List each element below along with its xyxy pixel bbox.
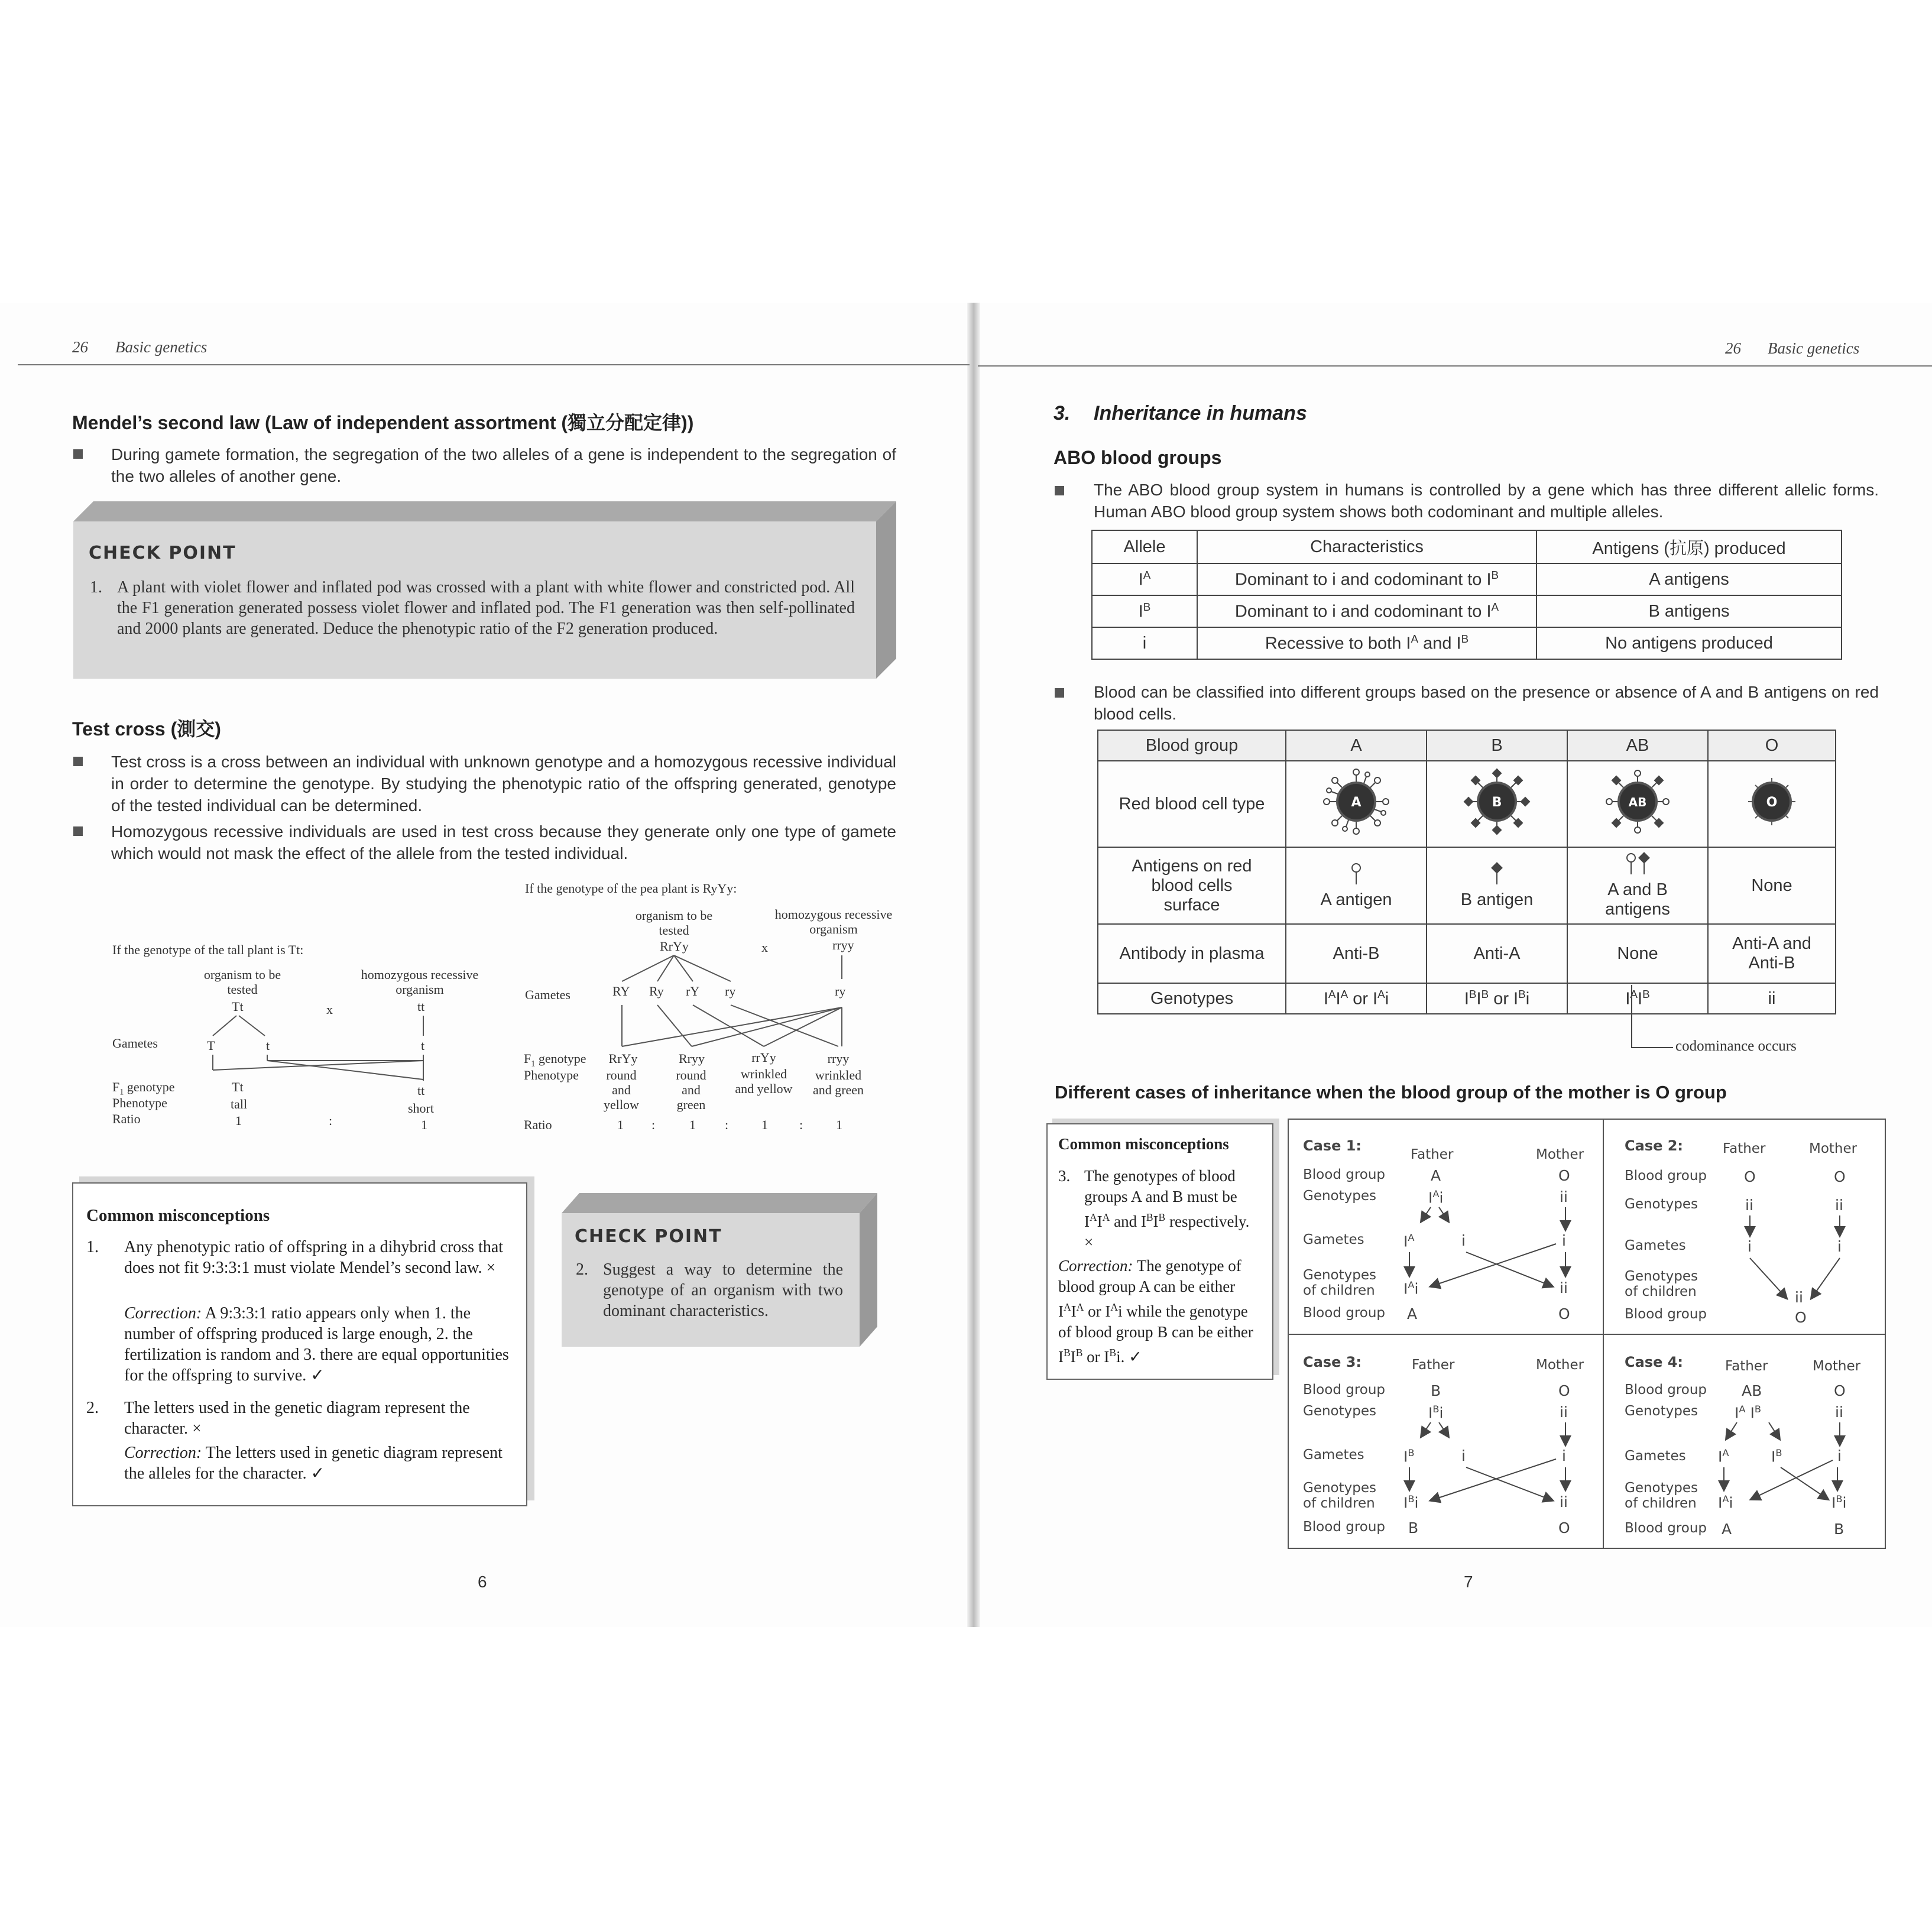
- case3-father-geno: $I^Bi$: [1428, 1403, 1444, 1422]
- cell-label: A: [1351, 795, 1362, 810]
- checkpoint-1-text: A plant with violet flower and inflated pod was crossed with a plant with white flower and constricted pod. All the F1 generation generated possess violet flower and inflated pod. The F1 generation was then self-pollinated and 2000 plants are generated. Deduce the phenotypic ratio of the F2 generation produced.: [117, 578, 855, 638]
- running-head-number: 26: [1725, 339, 1741, 357]
- father-label: Father: [1723, 1141, 1766, 1156]
- cell-label: O: [1766, 795, 1778, 810]
- label-genotypes: Genotypes: [1625, 1403, 1698, 1419]
- case1-mother-bg: O: [1558, 1167, 1570, 1184]
- label-blood-group: Blood group: [1303, 1382, 1386, 1398]
- misconception-3-correction: Correction: The genotype of blood group A can be either $I^AI^A$ or $I^Ai$ while the genotype of blood group B can be either $I^BI^B$ or $I^Bi$. ✓: [1058, 1257, 1253, 1366]
- case1-mother-gamete: i: [1562, 1232, 1566, 1249]
- label-child-genotypes: Genotypes of children: [1303, 1268, 1376, 1298]
- diagram2-row-f1: $F_1$ genotype: [524, 1051, 586, 1069]
- father-label: Father: [1411, 1147, 1454, 1162]
- checkpoint-label-1: CHECK POINT: [89, 543, 236, 563]
- cell-label: AB: [1628, 795, 1647, 809]
- case1-mother-geno: ii: [1560, 1188, 1568, 1205]
- case-1-title: Case 1:: [1303, 1137, 1362, 1154]
- page-number-left: 6: [478, 1573, 487, 1591]
- misconception-1-num: 1.: [86, 1238, 99, 1256]
- diagram2-offspring-pheno: wrinkled and yellow: [735, 1067, 793, 1096]
- label-child-blood-group: Blood group: [1303, 1305, 1386, 1321]
- case2-father-gamete: i: [1748, 1238, 1752, 1255]
- diagram1-f1-b: tt: [417, 1083, 425, 1098]
- diagram1-row-f1: $F_1$ genotype: [112, 1080, 175, 1097]
- antigen-cell: A antigens: [1536, 563, 1842, 595]
- characteristics-cell: Dominant to i and codominant to $I^B$: [1197, 563, 1536, 595]
- abo-bullet-1: The ABO blood group system in humans is controlled by a gene which has three different allelic forms. Human ABO blood group system shows both codominant and multiple alleles.: [1094, 481, 1879, 521]
- case-3-title: Case 3:: [1303, 1354, 1362, 1370]
- checkpoint-2-num: 2.: [576, 1260, 588, 1279]
- genotype-cell: $I^AI^B$: [1567, 983, 1708, 1014]
- table-header: Characteristics: [1197, 530, 1536, 563]
- case1-father-bg: A: [1431, 1167, 1441, 1184]
- checkpoint-label-2: CHECK POINT: [575, 1226, 722, 1247]
- diagram2-offspring-pheno: round and green: [676, 1068, 706, 1112]
- diagram2-ratio: 1: [617, 1117, 624, 1132]
- diagram1-row-gametes: Gametes: [112, 1036, 158, 1051]
- diagram1-ratio-b: 1: [421, 1117, 427, 1132]
- mother-label: Mother: [1536, 1357, 1584, 1373]
- case3-child-1: $I^Bi$: [1403, 1493, 1419, 1512]
- diagram1-col1-head: organism to be tested: [203, 967, 281, 997]
- diagram1-gamete-t2: t: [421, 1038, 425, 1053]
- diagram2-gamete-Ry: Ry: [649, 984, 664, 999]
- label-child-genotypes: Genotypes of children: [1303, 1480, 1376, 1511]
- diagram2-offspring-geno: rryy: [827, 1051, 850, 1066]
- mother-label: Mother: [1809, 1141, 1858, 1156]
- diagram1-parent1: Tt: [232, 999, 244, 1014]
- codominance-note: codominance occurs: [1675, 1038, 1797, 1054]
- diagram2-offspring-geno: rrYy: [751, 1050, 776, 1065]
- misconception-2-text: The letters used in the genetic diagram represent the character. ×: [124, 1399, 470, 1438]
- allele-cell: $I^A$: [1092, 563, 1197, 595]
- diagram1-gamete-T: T: [207, 1038, 215, 1053]
- case-4-title: Case 4:: [1625, 1354, 1684, 1370]
- diagram2-gamete-RY: RY: [612, 984, 630, 999]
- running-head-title: Basic genetics: [115, 338, 208, 356]
- mendel-bullet-text: During gamete formation, the segregation of the two alleles of a gene is independent to the segregation of the two alleles of another gene.: [111, 445, 896, 485]
- case1-father-gamete-2: i: [1461, 1232, 1466, 1249]
- diagram2-ratio-sep: :: [725, 1117, 729, 1132]
- case1-father-geno: $I^Ai$: [1428, 1188, 1444, 1207]
- group-header: AB: [1567, 730, 1708, 761]
- diagram2-caption: If the genotype of the pea plant is RyYy:: [525, 881, 737, 896]
- case1-child-bg-2: O: [1558, 1305, 1570, 1322]
- misconception-3-num: 3.: [1058, 1167, 1071, 1185]
- genotype-cell: $I^BI^B$ or $I^Bi$: [1427, 983, 1567, 1014]
- checkpoint-2-text: Suggest a way to determine the genotype of an organism with two dominant characteristics.: [603, 1260, 843, 1320]
- label-genotypes: Genotypes: [1303, 1188, 1376, 1204]
- mother-label: Mother: [1536, 1147, 1584, 1162]
- case2-father-bg: O: [1744, 1168, 1756, 1185]
- case3-mother-gamete: i: [1562, 1447, 1566, 1464]
- misconception-3-text: The genotypes of blood groups A and B must be $I^AI^A$ and $I^BI^B$ respectively. ×: [1084, 1167, 1250, 1251]
- case3-mother-geno: ii: [1560, 1403, 1568, 1421]
- label-gametes: Gametes: [1625, 1238, 1686, 1253]
- row-label: Antibody in plasma: [1098, 924, 1286, 983]
- case1-child-bg-1: A: [1407, 1305, 1418, 1322]
- case1-child-2: ii: [1560, 1279, 1568, 1296]
- section-number: 3.: [1053, 402, 1071, 424]
- row-label: Blood group: [1098, 730, 1286, 761]
- case4-father-gamete-1: $I^A$: [1718, 1447, 1729, 1466]
- diagram2-gamete-ry: ry: [725, 984, 736, 999]
- diagram2-row-ratio: Ratio: [524, 1117, 552, 1132]
- case4-father-gamete-2: $I^B$: [1771, 1447, 1782, 1466]
- label-blood-group: Blood group: [1303, 1167, 1386, 1182]
- label-child-genotypes: Genotypes of children: [1625, 1480, 1698, 1511]
- diagram2-offspring-geno: RrYy: [608, 1051, 638, 1066]
- diagram2-row-pheno: Phenotype: [524, 1068, 579, 1082]
- diagram1-row-ratio: Ratio: [112, 1111, 141, 1126]
- misconception-2-num: 2.: [86, 1399, 99, 1417]
- diagram2-offspring-geno: Rryy: [679, 1051, 705, 1066]
- antibody-cell: Anti-B: [1286, 924, 1427, 983]
- diagram2-gamete-rY: rY: [686, 984, 700, 999]
- diagram1-caption: If the genotype of the tall plant is Tt:: [112, 942, 304, 957]
- characteristics-cell: Recessive to both $I^A$ and $I^B$: [1197, 627, 1536, 659]
- section-heading-mendel: Mendel’s second law (Law of independent assortment (獨立分配定律)): [72, 412, 694, 433]
- antibody-cell: Anti-A and Anti-B: [1708, 924, 1836, 983]
- label-gametes: Gametes: [1625, 1448, 1686, 1464]
- diagram2-ratio-sep: :: [799, 1117, 803, 1132]
- correction-label: Correction:: [1058, 1257, 1133, 1275]
- group-header: O: [1708, 730, 1836, 761]
- section-heading-test-cross: Test cross (測交): [72, 718, 221, 740]
- allele-cell: i: [1092, 627, 1197, 659]
- case4-mother-bg: O: [1834, 1382, 1846, 1399]
- running-head-title: Basic genetics: [1768, 339, 1860, 357]
- case3-father-bg: B: [1431, 1382, 1441, 1399]
- case2-child-bg: O: [1795, 1309, 1807, 1326]
- genotype-cell: ii: [1708, 983, 1836, 1014]
- correction-text: A 9:3:3:1 ratio appears only when 1. the number of offspring produced is large enough, 2. the fertilization is random and 3. there are equal opportunities for the offspring to survive. ✓: [124, 1304, 509, 1385]
- case4-child-1: $I^Ai$: [1718, 1493, 1733, 1512]
- diagram2-col1-head: organism to be tested: [635, 908, 713, 938]
- diagram2-gamete-right: ry: [835, 984, 846, 999]
- case4-child-2: $I^Bi$: [1831, 1493, 1847, 1512]
- diagram2-offspring-pheno: round and yellow: [604, 1068, 639, 1112]
- case2-mother-geno: ii: [1835, 1197, 1843, 1214]
- diagram1-row-pheno: Phenotype: [112, 1095, 167, 1110]
- label-child-blood-group: Blood group: [1625, 1307, 1707, 1322]
- diagram2-parent1: RrYy: [660, 939, 689, 954]
- antigen-label: B antigen: [1460, 890, 1534, 909]
- diagram2-cross: x: [761, 940, 768, 955]
- diagram2-row-gametes: Gametes: [525, 987, 570, 1002]
- diagram1-cross: x: [326, 1002, 333, 1017]
- mother-label: Mother: [1813, 1359, 1861, 1374]
- test-cross-bullet-1: Test cross is a cross between an individual with unknown genotype and a homozygous recessive individual in order to determine the genotype. By studying the phenotypic ratio of the offspring generated, genotype of the tested individual can be determined.: [111, 753, 896, 815]
- case4-father-bg: AB: [1742, 1382, 1762, 1399]
- diagram1-col2-head: homozygous recessive organism: [361, 967, 479, 997]
- correction-label: Correction:: [124, 1304, 202, 1322]
- label-child-blood-group: Blood group: [1625, 1521, 1707, 1536]
- diagram2-ratio: 1: [689, 1117, 696, 1132]
- diagram1-f1-a: Tt: [232, 1080, 244, 1094]
- case4-mother-gamete: i: [1837, 1447, 1842, 1464]
- diagram1-pheno-b: short: [408, 1101, 434, 1116]
- case2-child: ii: [1795, 1289, 1803, 1306]
- case4-child-bg-1: A: [1722, 1521, 1732, 1538]
- characteristics-cell: Dominant to i and codominant to $I^A$: [1197, 595, 1536, 627]
- diagram2-ratio: 1: [836, 1117, 842, 1132]
- abo-heading: ABO blood groups: [1053, 447, 1222, 468]
- table-header: Allele: [1092, 530, 1197, 563]
- misconception-1-text: Any phenotypic ratio of offspring in a dihybrid cross that does not fit 9:3:3:1 must violate Mendel’s second law. ×: [124, 1238, 504, 1277]
- case3-mother-bg: O: [1558, 1382, 1570, 1399]
- case-2-title: Case 2:: [1625, 1137, 1684, 1154]
- antigen-cell: B antigens: [1536, 595, 1842, 627]
- case2-mother-gamete: i: [1837, 1238, 1842, 1255]
- misconceptions-title: Common misconceptions: [1058, 1135, 1229, 1153]
- antigen-label: A antigen: [1320, 890, 1392, 909]
- antigen-label: A and B antigens: [1605, 880, 1670, 919]
- row-label: Genotypes: [1098, 983, 1286, 1014]
- diagram1-ratio-sep: :: [329, 1113, 333, 1128]
- case4-mother-geno: ii: [1835, 1403, 1843, 1421]
- case1-father-gamete-1: $I^A$: [1403, 1232, 1415, 1250]
- label-child-genotypes: Genotypes of children: [1625, 1269, 1698, 1299]
- case3-child-2: ii: [1560, 1493, 1568, 1510]
- antigen-O-cell: None: [1708, 847, 1836, 924]
- correction-text: The letters used in genetic diagram represent the alleles for the character. ✓: [124, 1444, 503, 1483]
- running-head-number: 26: [72, 338, 88, 356]
- case3-child-bg-1: B: [1408, 1519, 1419, 1536]
- father-label: Father: [1725, 1359, 1768, 1374]
- case3-father-gamete-2: i: [1461, 1447, 1466, 1464]
- case3-father-gamete-1: $I^B$: [1403, 1447, 1415, 1466]
- row-label: Red blood cell type: [1098, 761, 1286, 847]
- diagram2-parent2: rryy: [832, 938, 854, 952]
- father-label: Father: [1412, 1357, 1455, 1373]
- checkpoint-1-num: 1.: [90, 578, 102, 597]
- diagram1-ratio-a: 1: [235, 1113, 242, 1128]
- row-label: Antigens on red blood cells surface: [1098, 847, 1286, 924]
- antigen-cell: No antigens produced: [1536, 627, 1842, 659]
- case4-father-geno: $I^A$ $I^B$: [1735, 1403, 1761, 1422]
- page-number-right: 7: [1464, 1573, 1473, 1591]
- table-header: Antigens (抗原) produced: [1536, 530, 1842, 563]
- cases-heading: Different cases of inheritance when the blood group of the mother is O group: [1055, 1082, 1727, 1103]
- label-gametes: Gametes: [1303, 1447, 1364, 1463]
- case2-mother-bg: O: [1834, 1168, 1846, 1185]
- test-cross-bullet-2: Homozygous recessive individuals are used in test cross because they generate only one type of gamete which would not mask the effect of the allele from the tested individual.: [111, 822, 896, 863]
- misconceptions-title: Common misconceptions: [86, 1206, 270, 1225]
- abo-bullet-2: Blood can be classified into different groups based on the presence or absence of A and B antigens on red blood cells.: [1094, 683, 1879, 723]
- group-header: B: [1427, 730, 1567, 761]
- correction-label: Correction:: [124, 1444, 202, 1462]
- diagram1-gamete-t1: t: [266, 1038, 270, 1053]
- diagram2-ratio-sep: :: [651, 1117, 656, 1132]
- genotype-cell: $I^AI^A$ or $I^Ai$: [1286, 983, 1427, 1014]
- label-gametes: Gametes: [1303, 1232, 1364, 1247]
- allele-cell: $I^B$: [1092, 595, 1197, 627]
- case1-child-1: $I^Ai$: [1403, 1279, 1419, 1298]
- case2-father-geno: ii: [1745, 1197, 1753, 1214]
- cell-label: B: [1492, 795, 1502, 810]
- label-blood-group: Blood group: [1625, 1168, 1707, 1184]
- label-child-blood-group: Blood group: [1303, 1519, 1386, 1535]
- case3-child-bg-2: O: [1558, 1519, 1570, 1536]
- diagram2-offspring-pheno: wrinkled and green: [812, 1068, 864, 1097]
- diagram2-ratio: 1: [761, 1117, 768, 1132]
- diagram1-parent2: tt: [417, 999, 425, 1014]
- label-genotypes: Genotypes: [1625, 1197, 1698, 1212]
- label-genotypes: Genotypes: [1303, 1403, 1376, 1419]
- diagram2-col2-head: homozygous recessive organism: [774, 907, 893, 936]
- section-title: Inheritance in humans: [1094, 402, 1307, 424]
- case4-child-bg-2: B: [1834, 1521, 1845, 1538]
- antibody-cell: None: [1567, 924, 1708, 983]
- label-blood-group: Blood group: [1625, 1382, 1707, 1398]
- antibody-cell: Anti-A: [1427, 924, 1567, 983]
- group-header: A: [1286, 730, 1427, 761]
- diagram1-pheno-a: tall: [231, 1097, 248, 1111]
